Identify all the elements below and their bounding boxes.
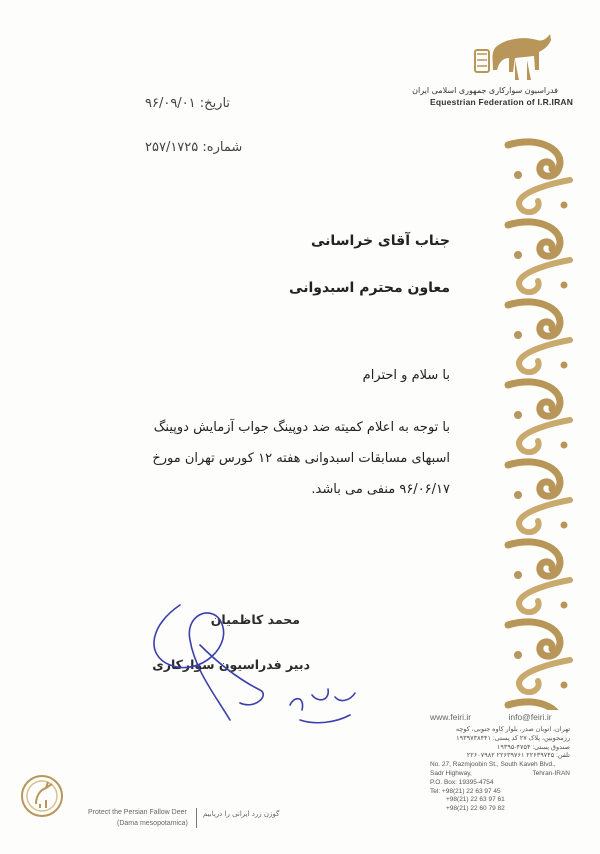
address-en-1: No. 27, Razmjoobin St., South Kaveh Blvd., — [430, 761, 556, 769]
signer-name: محمد کاظمیان — [210, 612, 300, 627]
deer-campaign-logo-icon — [18, 770, 66, 830]
greeting: با سلام و احترام — [362, 368, 450, 383]
campaign-divider — [196, 808, 197, 828]
body-paragraph — [152, 412, 450, 505]
date-value: ۹۶/۰۹/۰۱ — [145, 96, 196, 111]
number-value: ۲۵۷/۱۷۲۵ — [145, 140, 199, 155]
address-en-2: Sadr Highway, — [430, 769, 472, 777]
tel-1: Tel: +98(21) 22 63 97 45 — [430, 787, 501, 795]
address-en-city: Tehran-IRAN — [532, 769, 570, 777]
tel-2: +98(21) 22 63 97 61 — [446, 796, 505, 804]
date-label: تاریخ: — [199, 96, 231, 111]
campaign-text-fa: گوزن زرد ایرانی را دریابیم — [203, 810, 280, 818]
campaign-text-en: Protect the Persian Fallow Deer — [88, 809, 187, 816]
date-line — [145, 96, 230, 111]
footer-web-email — [430, 712, 552, 722]
tel-3: +98(21) 22 60 79 82 — [446, 805, 505, 813]
pobox-en: P.O. Box: 19395-4754 — [430, 778, 494, 786]
pobox-fa: صندوق پستی: ۴۷۵۴-۱۹۳۹۵ — [496, 743, 570, 751]
email-link[interactable]: info@feiri.ir — [508, 712, 552, 722]
recipient-line-1: جناب آقای خراسانی — [311, 233, 450, 249]
number-line — [145, 140, 242, 155]
campaign-scientific-name: (Dama mesopotamica) — [117, 820, 188, 827]
website-link[interactable]: www.feiri.ir — [430, 712, 472, 722]
address-en-row — [430, 770, 570, 779]
horse-emblem-icon — [455, 30, 555, 90]
number-label: شماره: — [202, 140, 243, 155]
footer-address — [430, 726, 570, 814]
address-fa-1: تهران، اتوبان صدر، بلوار کاوه جنوبی، کوچه — [455, 726, 570, 733]
body-line-1: با توجه به اعلام کمیته ضد دوپینگ جواب آزمایش دوپینگ — [153, 420, 450, 435]
body-line-2: اسبهای مسابقات اسبدوانی هفته ۱۲ کورس تهران مورخ — [152, 451, 450, 466]
handwritten-signature — [140, 585, 365, 730]
recipient-line-2: معاون محترم اسبدوانی — [289, 280, 450, 296]
body-line-3: ۹۶/۰۶/۱۷ منفی می باشد. — [311, 482, 450, 497]
address-fa-2: رزمجوبین، پلاک ۲۷ کد پستی: ۱۹۳۹۷۳۸۴۴۱ — [456, 734, 570, 742]
federation-name-fa: فدراسیون سوارکاری جمهوری اسلامی ایران — [412, 86, 558, 95]
ornament-band-icon — [498, 135, 580, 710]
phone-fa: تلفن: ۲۲۶۳۹۷۴۵ ۲۲۶۳۹۷۶۱ ۲۲۶۰۷۹۸۲ — [466, 752, 570, 760]
federation-name-en: Equestrian Federation of I.R.IRAN — [430, 97, 574, 107]
signer-title: دبیر فدراسیون سوارکاری — [152, 657, 310, 672]
